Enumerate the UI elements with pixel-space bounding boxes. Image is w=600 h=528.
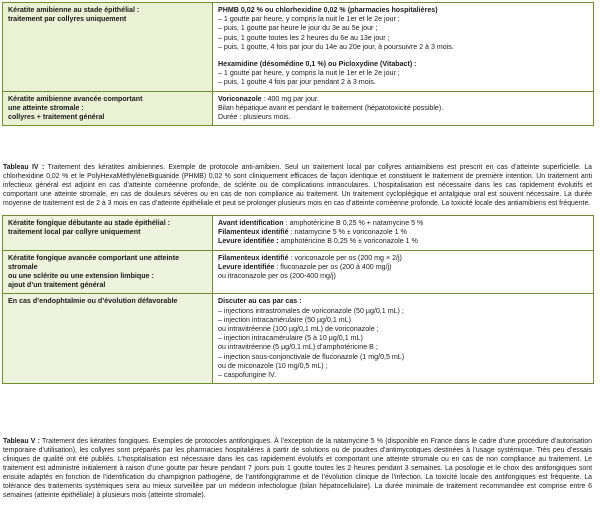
dosage-line: Durée : plusieurs mois.	[218, 113, 291, 122]
stage-cell	[3, 294, 213, 384]
stage-cell	[3, 91, 213, 126]
dosage-text: : natamycine 5 % ± voriconazole 1 %	[288, 228, 407, 237]
table-row	[3, 3, 594, 92]
dosage-line: – 1 goutte par heure, y compris la nuit le 1er et le 2e jour ;	[218, 69, 400, 78]
stage-label: collyres + traitement général	[8, 113, 105, 122]
dosage-line: – puis, 1 goutte, 4 fois par jour du 14e au 20e jour, à poursuivre 2 à 3 mois.	[218, 42, 454, 51]
stage-cell	[3, 250, 213, 294]
table-amoebic-keratitis	[2, 2, 594, 126]
drug-heading: Filamenteux identifié	[218, 253, 289, 262]
drug-heading: Voriconazole	[218, 94, 262, 103]
caption-label: Tableau IV :	[3, 164, 45, 171]
stage-label: En cas d’endophtalmie ou d’évolution défavorable	[8, 297, 178, 306]
stage-label: Kératite amibienne au stade épithélial :	[8, 6, 140, 14]
drug-heading: Hexamidine (désomédine 0,1 %) ou Picloxydine (Vitabact) :	[218, 60, 417, 69]
caption-text: Traitement des kératites amibiennes. Exemple de protocole anti-amibien. Seul un traitement local par collyres antiamibiens est prescrit en cas d’atteinte superficielle. La chlorhexidine 0,02 % et le PolyHexaMéthylèneBiguanide (PHMB) 0,02 % sont cliniquement efficaces de façon identique et constituent le traitement de première intention. Un traitement anti infectieux général est adjoint en cas d’atteinte cornéenne profonde, de sclérite ou de complications intraoculaires. L’hospitalisation est nécessaire dans les cas rapidement évolutifs et comportant une atteinte stromale, en cas de douleurs sévères ou en cas de non compliance au traitement. Un traitement cycloplégique et antalgique oral est souvent nécessaire. La durée moyenne de traitement est de 2 à 3 mois en cas d’atteinte épithéliale et peut se prolonger plusieurs mois en cas d’atteinte cornéenne profonde. La toxicité locale des antiamibiens est fréquente.	[3, 164, 592, 207]
dosage-line: – 1 goutte par heure, y compris la nuit le 1er et le 2e jour ;	[218, 15, 400, 24]
table-row	[3, 294, 594, 384]
table-row	[3, 91, 594, 126]
treatment-cell	[213, 3, 594, 92]
dosage-line: ou de miconazole (10 mg/0,5 mL) ;	[218, 361, 328, 370]
dosage-text: amphotéricine B 0,25 % ± voriconazole 1 %	[278, 237, 418, 246]
table-caption	[3, 437, 592, 500]
dosage-line: – puis, 1 goutte toutes les 2 heures du 6e au 13e jour ;	[218, 33, 390, 42]
dosage-text: : voriconazole per os (200 mg × 2/j)	[288, 253, 402, 262]
treatment-cell	[213, 216, 594, 251]
treatment-cell	[213, 294, 594, 384]
stage-label: Kératite fongique avancée comportant une atteinte stromale	[8, 253, 180, 271]
dosage-line: – injections intrastromales de voriconazole (50 µg/0,1 mL) ;	[218, 306, 404, 315]
dosage-line: Bilan hépatique avant et pendant le traitement (hépatotoxicité possible).	[218, 103, 444, 112]
drug-heading: Levure identifiée :	[218, 237, 279, 246]
dosage-line: – caspofungine IV.	[218, 371, 277, 380]
treatment-cell	[213, 250, 594, 294]
dosage-line: – puis, 1 goutte par heure le jour du 3e au 5e jour ;	[218, 24, 378, 33]
caption-label: Tableau V :	[3, 438, 40, 445]
dosage-line: ou intravitréenne (5 µg/0,1 mL) d’amphotéricine B ;	[218, 343, 378, 352]
drug-heading: Discuter au cas par cas :	[218, 297, 302, 306]
dosage-text: : fluconazole per os (200 à 400 mg/j)	[274, 262, 392, 271]
stage-label: traitement par collyres uniquement	[8, 15, 127, 24]
table-row	[3, 250, 594, 294]
drug-heading: Levure identifiée	[218, 262, 275, 271]
caption-text: Traitement des kératites fongiques. Exemples de protocoles antifongiques. À l’exception de la natamycine 5 % (disponible en France dans le cadre d’une procédure d’autorisation temporaire d’utilisation), les collyres sont préparés par les pharmacies hospitalières à partir de solutions ou de poudres d’antimycotiques destinées à l’usage systémique. Très peu d’essais cliniques de qualité ont été publiés. L’hospitalisation est nécessaire dans les cas rapidement évolutifs et comportant une atteinte stromale ou en cas de non compliance au traitement. Le traitement est administré initialement à raison d’une goutte par heure pendant 7 jours puis 1 goutte toutes les 2 heures pendant 3 semaines. La posologie et le choix des antifongiques sont ensuite adaptés en fonction de l’identification du champignon pathogène, de l’antifongigramme et de l’évolution clinique de l’infection. La toxicité locale des antifongiques est fréquente. La tolérance des traitements systémiques sera au mieux surveillée par un médecin infectiologue (bilan hépatocellulaire). La durée minimale de traitement recommandée est comprise entre 6 semaines (atteinte épithéliale) à plusieurs mois (atteinte stromale).	[3, 438, 592, 499]
dosage-text: : 400 mg par jour.	[261, 94, 319, 103]
dosage-text: : amphotéricine B 0,25 % + natamycine 5 %	[283, 219, 424, 227]
stage-label: Kératite amibienne avancée comportant	[8, 94, 143, 103]
stage-label: Kératite fongique débutante au stade épithélial :	[8, 219, 170, 227]
drug-heading: Filamenteux identifié	[218, 228, 289, 237]
stage-label: ou une sclérite ou une extension limbique :	[8, 272, 154, 281]
treatment-cell	[213, 91, 594, 126]
dosage-line: – injection sous-conjonctivale de fluconazole (1 mg/0,5 mL)	[218, 352, 405, 361]
stage-label: traitement local par collyre uniquement	[8, 228, 141, 237]
dosage-line: – injection intracamérulaire (50 µg/0,1 mL)	[218, 315, 352, 324]
dosage-line: – injection intracamérulaire (5 à 10 µg/0,1 mL)	[218, 334, 363, 343]
stage-label: une atteinte stromale :	[8, 103, 84, 112]
dosage-line: – puis, 1 goutte 4 fois par jour pendant 2 à 3 mois.	[218, 78, 376, 87]
stage-cell	[3, 3, 213, 92]
table-fungal-keratitis	[2, 215, 594, 384]
table-row	[3, 216, 594, 251]
table-caption	[3, 163, 592, 208]
stage-cell	[3, 216, 213, 251]
stage-label: ajout d’un traitement général	[8, 281, 106, 290]
drug-heading: Avant identification	[218, 219, 284, 227]
dosage-line: ou intravitréenne (100 µg/0,1 mL) de voriconazole ;	[218, 325, 379, 334]
drug-heading: PHMB 0,02 % ou chlorhexidine 0,02 % (pharmacies hospitalières)	[218, 6, 438, 14]
dosage-text: ou itraconazole per os (200-400 mg/j)	[218, 272, 336, 281]
